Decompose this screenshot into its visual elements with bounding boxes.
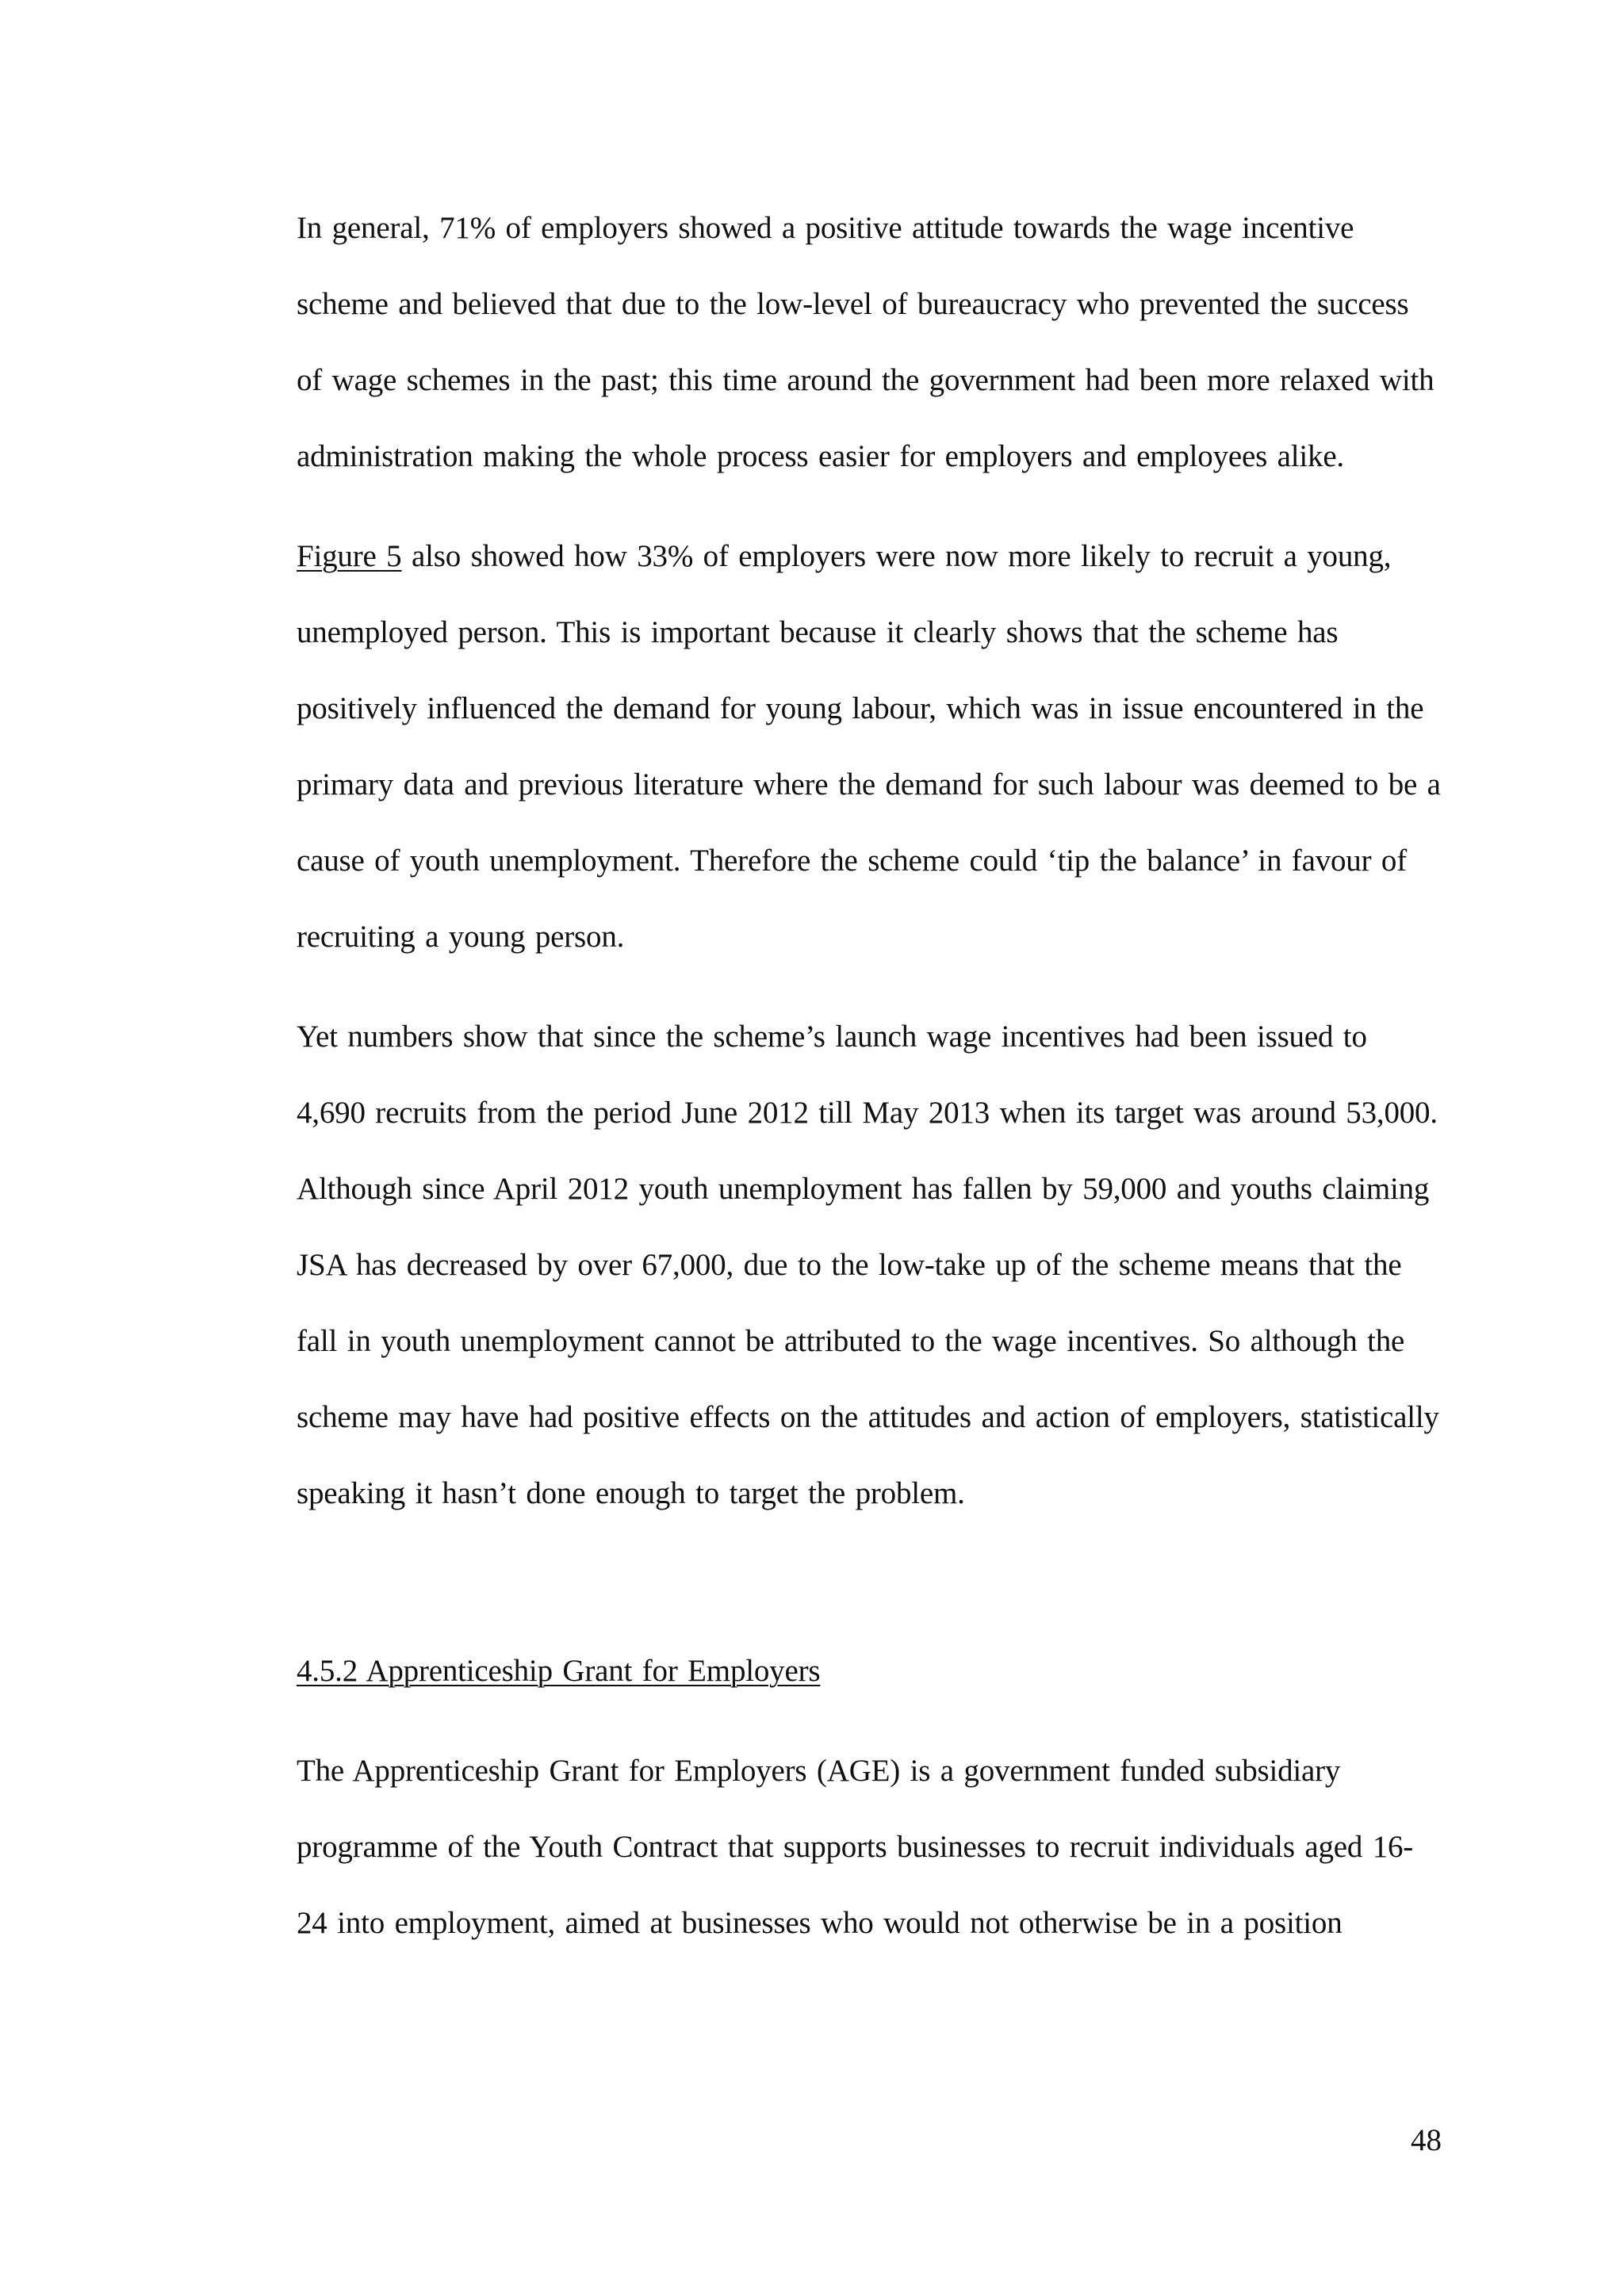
page-body — [297, 190, 1442, 1985]
paragraph-age-programme: The Apprenticeship Grant for Employers (AGE) is a government funded subsidiary programme of the Youth Contract that supports businesses to recruit individuals aged 16-24 into employment, aimed at businesses who would not otherwise be in a position — [297, 1754, 1414, 1940]
paragraph-employer-attitudes: In general, 71% of employers showed a positive attitude towards the wage incentive scheme and believed that due to the low-level of bureaucracy who prevented the success of wage schemes in the past; this time around the government had been more relaxed with administration making the whole process easier for employers and employees alike. — [297, 211, 1434, 473]
paragraph-recruitment-text: also showed how 33% of employers were now more likely to recruit a young, unemployed person. This is important because it clearly shows that the scheme has positively influenced the demand for young labour, which was in issue encountered in the primary data and previous literature where the demand for such labour was deemed to be a cause of youth unemployment. Therefore the scheme could ‘tip the balance’ in favour of recruiting a young person. — [297, 539, 1441, 954]
section-heading: 4.5.2 Apprenticeship Grant for Employers — [297, 1654, 821, 1688]
paragraph-recruitment-likelihood — [297, 519, 1442, 975]
page-number: 48 — [1411, 2123, 1442, 2157]
figure-reference: Figure 5 — [297, 539, 402, 573]
paragraph-scheme-statistics: Yet numbers show that since the scheme’s launch wage incentives had been issued to 4,690 recruits from the period June 2012 till May 2013 when its target was around 53,000. Although since April 2012 youth unemployment has fallen by 59,000 and youths claiming JSA has decreased by over 67,000, due to the low-take up of the scheme means that the fall in youth unemployment cannot be attributed to the wage incentives. So although the scheme may have had positive effects on the attitudes and action of employers, statistically speaking it hasn’t done enough to target the problem. — [297, 1020, 1439, 1510]
